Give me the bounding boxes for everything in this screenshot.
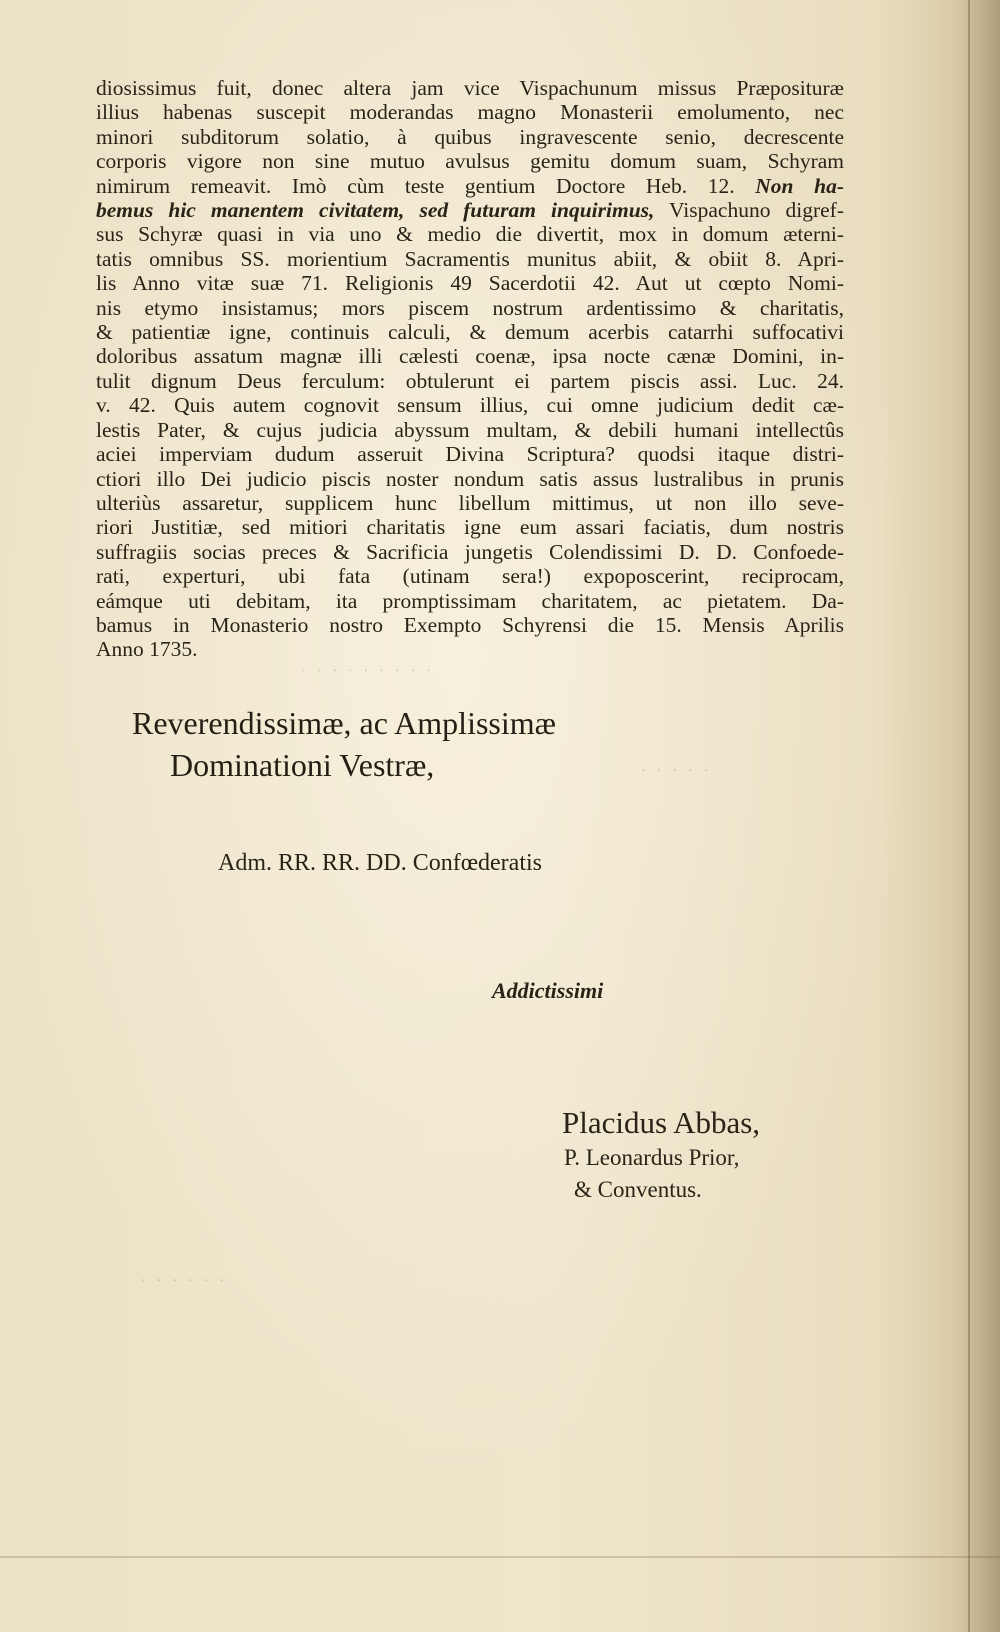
binding-edge xyxy=(968,0,970,1632)
body-line-text: ctiori illo Dei judicio piscis noster nondum satis assus lustralibus in prunis xyxy=(96,466,844,491)
signature-prior: P. Leonardus Prior, xyxy=(564,1145,740,1170)
body-line-text: Vispachuno digref- xyxy=(654,198,844,223)
body-line xyxy=(96,369,844,393)
body-line-text: lis Anno vitæ suæ 71. Religionis 49 Sacerdotii 42. Aut ut cœpto Nomi- xyxy=(96,271,844,296)
body-line xyxy=(96,637,844,661)
closing-salutation-line1: Reverendissimæ, ac Amplissimæ xyxy=(132,705,556,741)
body-line xyxy=(96,149,844,173)
body-line xyxy=(96,613,844,637)
body-line xyxy=(96,467,844,491)
page-gutter-shadow xyxy=(952,0,1000,1632)
body-line xyxy=(96,76,844,100)
addictissimi-line: Addictissimi xyxy=(492,978,604,1003)
body-line-text: tatis omnibus SS. morientium Sacramentis munitus abiit, & obiit 8. Apri- xyxy=(96,246,844,271)
body-line-text: suffragiis socias preces & Sacrificia jungetis Colendissimi D. D. Confoede- xyxy=(96,539,844,564)
body-line-text: diosissimus fuit, donec altera jam vice Vispachunum missus Præposituræ xyxy=(96,76,844,100)
body-line xyxy=(96,418,844,442)
body-line xyxy=(96,442,844,466)
body-line xyxy=(96,589,844,613)
body-line-text: rati, experturi, ubi fata (utinam sera!) expoposcerint, reciprocam, xyxy=(96,564,844,589)
body-line xyxy=(96,125,844,149)
body-line-text: illius habenas suscepit moderandas magno Monasterii emolumento, nec xyxy=(96,100,844,125)
body-line-text: nis etymo insistamus; mors piscem nostrum ardentissimo & charitatis, xyxy=(96,295,844,320)
body-line-text: ulteriùs assaretur, supplicem hunc libellum mittimus, ut non illo seve- xyxy=(96,490,844,515)
scripture-quote: Non ha- xyxy=(755,173,844,198)
body-line-text: tulit dignum Deus ferculum: obtulerunt ei partem piscis assi. Luc. 24. xyxy=(96,368,844,393)
body-line-text: sus Schyræ quasi in via uno & medio die divertit, mox in domum æterni- xyxy=(96,222,844,247)
closing-salutation-line2: Dominationi Vestræ, xyxy=(170,747,435,783)
bleed-through-text: · · · · · · xyxy=(140,1270,227,1292)
body-line-text: eámque uti debitam, ita promptissimam charitatem, ac pietatem. Da- xyxy=(96,588,844,613)
body-line-text: nimirum remeavit. Imò cùm teste gentium Doctore Heb. 12. xyxy=(96,173,756,198)
body-line-text: corporis vigore non sine mutuo avulsus gemitu domum suam, Schyram xyxy=(96,149,844,174)
bleed-through-text: · · · · · · · · · xyxy=(300,660,434,682)
body-line-text: & patientiæ igne, continuis calculi, & demum acerbis catarrhi suffocativi xyxy=(96,320,844,345)
body-line-text: bamus in Monasterio nostro Exempto Schyrensi die 15. Mensis Aprilis xyxy=(96,612,844,637)
body-line xyxy=(96,174,844,198)
body-line xyxy=(96,320,844,344)
body-line xyxy=(96,296,844,320)
body-line-text: aciei imperviam dudum asseruit Divina Scriptura? quodsi itaque distri- xyxy=(96,442,844,467)
body-line xyxy=(96,564,844,588)
body-line xyxy=(96,222,844,246)
body-line xyxy=(96,344,844,368)
bleed-through-text: · · · · · xyxy=(640,760,712,782)
body-paragraph xyxy=(96,76,844,662)
body-line xyxy=(96,515,844,539)
body-line xyxy=(96,540,844,564)
body-line xyxy=(96,247,844,271)
body-line-text: v. 42. Quis autem cognovit sensum illius, cui omne judicium dedit cæ- xyxy=(96,393,844,418)
page-edge-line xyxy=(0,1556,1000,1558)
body-line xyxy=(96,198,844,222)
body-line xyxy=(96,271,844,295)
body-line xyxy=(96,100,844,124)
body-line xyxy=(96,393,844,417)
body-line-text: riori Justitiæ, sed mitiori charitatis igne eum assari faciatis, dum nostris xyxy=(96,515,844,540)
body-line-text: Anno 1735. xyxy=(96,637,198,662)
scripture-quote: bemus hic manentem civitatem, sed futuram inquirimus, xyxy=(96,198,655,223)
body-line xyxy=(96,491,844,515)
addressee-line: Adm. RR. RR. DD. Confœderatis xyxy=(218,850,542,876)
signature-convent: & Conventus. xyxy=(574,1177,702,1202)
signature-abbot: Placidus Abbas, xyxy=(562,1105,761,1140)
body-line-text: minori subditorum solatio, à quibus ingravescente senio, decrescente xyxy=(96,124,844,149)
body-line-text: lestis Pater, & cujus judicia abyssum multam, & debili humani intellectûs xyxy=(96,417,844,442)
body-line-text: doloribus assatum magnæ illi cælesti coenæ, ipsa nocte cænæ Domini, in- xyxy=(96,344,844,369)
